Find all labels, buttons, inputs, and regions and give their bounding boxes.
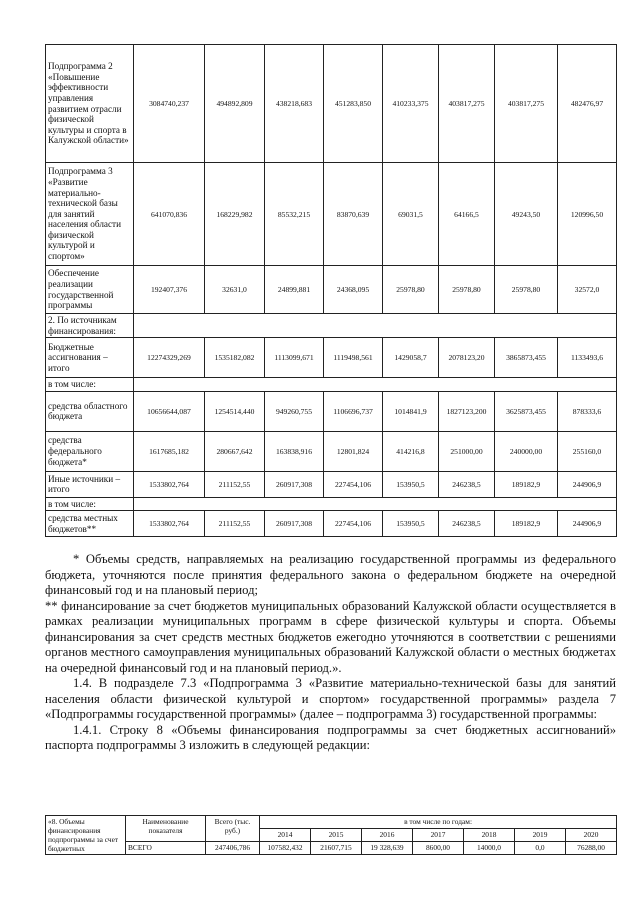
- row-label: 2. По источникам финансирования:: [46, 314, 134, 338]
- value-cell: 1014841,9: [383, 391, 439, 431]
- year-header: 2020: [566, 829, 617, 842]
- value-cell: 1533802,764: [134, 471, 205, 497]
- section-empty-cell: [134, 497, 617, 511]
- paragraph-1-4: 1.4. В подразделе 7.3 «Подпрограмма 3 «Развитие материально-технической базы для занятий населения области физической культурой и спортом» государственной программы» раздела 7 «Подпрограммы государственной программы» (далее – подпрограмма 3) государственной программы:: [45, 676, 616, 721]
- value-cell: 280667,642: [205, 431, 265, 471]
- value-cell: 168229,982: [205, 163, 265, 266]
- value-cell: 1106696,737: [324, 391, 383, 431]
- table-row: [46, 471, 617, 497]
- value-cell: 1254514,440: [205, 391, 265, 431]
- value-cell: 414216,8: [383, 431, 439, 471]
- year-header: 2018: [464, 829, 515, 842]
- value-cell: 1133493,6: [558, 338, 617, 378]
- year-value: 19 328,639: [362, 842, 413, 855]
- table-row: [46, 511, 617, 537]
- value-cell: 438218,683: [265, 45, 324, 163]
- value-cell: 3865873,455: [495, 338, 558, 378]
- table-row: [46, 391, 617, 431]
- year-value: 14000,0: [464, 842, 515, 855]
- value-cell: 211152,55: [205, 511, 265, 537]
- value-cell: 255160,0: [558, 431, 617, 471]
- year-header: 2014: [260, 829, 311, 842]
- paragraph-1-4-1: 1.4.1. Строку 8 «Объемы финансирования подпрограммы за счет бюджетных ассигнований» паспорта подпрограммы 3 изложить в следующей редакции:: [45, 722, 616, 752]
- year-header: 2016: [362, 829, 413, 842]
- value-cell: 1429058,7: [383, 338, 439, 378]
- value-cell: 25978,80: [495, 266, 558, 314]
- section-empty-cell: [134, 314, 617, 338]
- row-label: в том числе:: [46, 378, 134, 392]
- value-cell: 1119498,561: [324, 338, 383, 378]
- value-cell: 189182,9: [495, 511, 558, 537]
- table-row: [46, 45, 617, 163]
- col-name-header: Наименование показателя: [126, 816, 206, 842]
- table-row: [46, 163, 617, 266]
- year-value: 107582,432: [260, 842, 311, 855]
- value-cell: 244906,9: [558, 511, 617, 537]
- value-cell: 246238,5: [439, 511, 495, 537]
- funding-table: [45, 44, 617, 537]
- value-cell: 403817,275: [495, 45, 558, 163]
- value-cell: 85532,215: [265, 163, 324, 266]
- value-cell: 641070,836: [134, 163, 205, 266]
- row-label: средства местных бюджетов**: [46, 511, 134, 537]
- row-label: Подпрограмма 2 «Повышение эффективности управления развитием отрасли физической культуры и спорта в Калужской области»: [46, 45, 134, 163]
- total-value: 247406,786: [206, 842, 260, 855]
- year-header: 2015: [311, 829, 362, 842]
- value-cell: 3625873,455: [495, 391, 558, 431]
- value-cell: 69031,5: [383, 163, 439, 266]
- section-empty-cell: [134, 378, 617, 392]
- value-cell: 49243,50: [495, 163, 558, 266]
- year-value: 8600,00: [413, 842, 464, 855]
- value-cell: 494892,809: [205, 45, 265, 163]
- value-cell: 12274329,269: [134, 338, 205, 378]
- year-header: 2019: [515, 829, 566, 842]
- row-label: Иные источники – итого: [46, 471, 134, 497]
- value-cell: 227454,106: [324, 511, 383, 537]
- table-row: [46, 338, 617, 378]
- value-cell: 153950,5: [383, 471, 439, 497]
- value-cell: 260917,308: [265, 471, 324, 497]
- row-label: ВСЕГО: [126, 842, 206, 855]
- row-label: средства областного бюджета: [46, 391, 134, 431]
- year-value: 76288,00: [566, 842, 617, 855]
- value-cell: 12801,824: [324, 431, 383, 471]
- years-header: в том числе по годам:: [260, 816, 617, 829]
- section-row: [46, 497, 617, 511]
- year-value: 21607,715: [311, 842, 362, 855]
- value-cell: 163838,916: [265, 431, 324, 471]
- year-header: 2017: [413, 829, 464, 842]
- row-label: Бюджетные ассигнования – итого: [46, 338, 134, 378]
- notes-section: [45, 552, 616, 754]
- section-row: [46, 378, 617, 392]
- value-cell: 2078123,20: [439, 338, 495, 378]
- value-cell: 25978,80: [383, 266, 439, 314]
- value-cell: 32572,0: [558, 266, 617, 314]
- row-label: Обеспечение реализации государственной программы: [46, 266, 134, 314]
- footnote-federal: * Объемы средств, направляемых на реализацию государственной программы из федерального бюджета, уточняются после принятия федерального закона о федеральном бюджете на очередной финансовый год и на плановый период;: [45, 552, 616, 597]
- value-cell: 1113099,671: [265, 338, 324, 378]
- value-cell: 244906,9: [558, 471, 617, 497]
- value-cell: 189182,9: [495, 471, 558, 497]
- value-cell: 403817,275: [439, 45, 495, 163]
- value-cell: 83870,639: [324, 163, 383, 266]
- value-cell: 949260,755: [265, 391, 324, 431]
- value-cell: 25978,80: [439, 266, 495, 314]
- value-cell: 878333,6: [558, 391, 617, 431]
- value-cell: 1535182,082: [205, 338, 265, 378]
- value-cell: 24899,881: [265, 266, 324, 314]
- col-total-header: Всего (тыс. руб.): [206, 816, 260, 842]
- value-cell: 32631,0: [205, 266, 265, 314]
- row-label: Подпрограмма 3 «Развитие материально-технической базы для занятий населения области физической культурой и спортом»: [46, 163, 134, 266]
- value-cell: 1533802,764: [134, 511, 205, 537]
- value-cell: 246238,5: [439, 471, 495, 497]
- footnote-municipal: ** финансирование за счет бюджетов муниципальных образований Калужской области осуществляется в рамках реализации муниципальных программ в сфере физической культуры и спорта. Объемы финансирования за счет средств местных бюджетов ежегодно уточняются в соответствии с решениями органов местного самоуправления муниципальных образований Калужской области о местных бюджетах на очередной финансовый год и на плановый период.».: [45, 598, 616, 675]
- value-cell: 192407,376: [134, 266, 205, 314]
- value-cell: 451283,850: [324, 45, 383, 163]
- value-cell: 211152,55: [205, 471, 265, 497]
- year-value: 0,0: [515, 842, 566, 855]
- value-cell: 410233,375: [383, 45, 439, 163]
- value-cell: 3084740,237: [134, 45, 205, 163]
- value-cell: 227454,106: [324, 471, 383, 497]
- table-row: [46, 266, 617, 314]
- value-cell: 10656644,087: [134, 391, 205, 431]
- table-row: [46, 431, 617, 471]
- value-cell: 1827123,200: [439, 391, 495, 431]
- value-cell: 251000,00: [439, 431, 495, 471]
- row-label: в том числе:: [46, 497, 134, 511]
- value-cell: 240000,00: [495, 431, 558, 471]
- value-cell: 1617685,182: [134, 431, 205, 471]
- row-label: средства федерального бюджета*: [46, 431, 134, 471]
- value-cell: 120996,50: [558, 163, 617, 266]
- value-cell: 153950,5: [383, 511, 439, 537]
- row-title-cell: «8. Объемы финансирования подпрограммы за счет бюджетных: [46, 816, 126, 855]
- subprogram3-funding-table: [45, 815, 617, 855]
- value-cell: 260917,308: [265, 511, 324, 537]
- value-cell: 64166,5: [439, 163, 495, 266]
- value-cell: 482476,97: [558, 45, 617, 163]
- section-row: [46, 314, 617, 338]
- value-cell: 24368,095: [324, 266, 383, 314]
